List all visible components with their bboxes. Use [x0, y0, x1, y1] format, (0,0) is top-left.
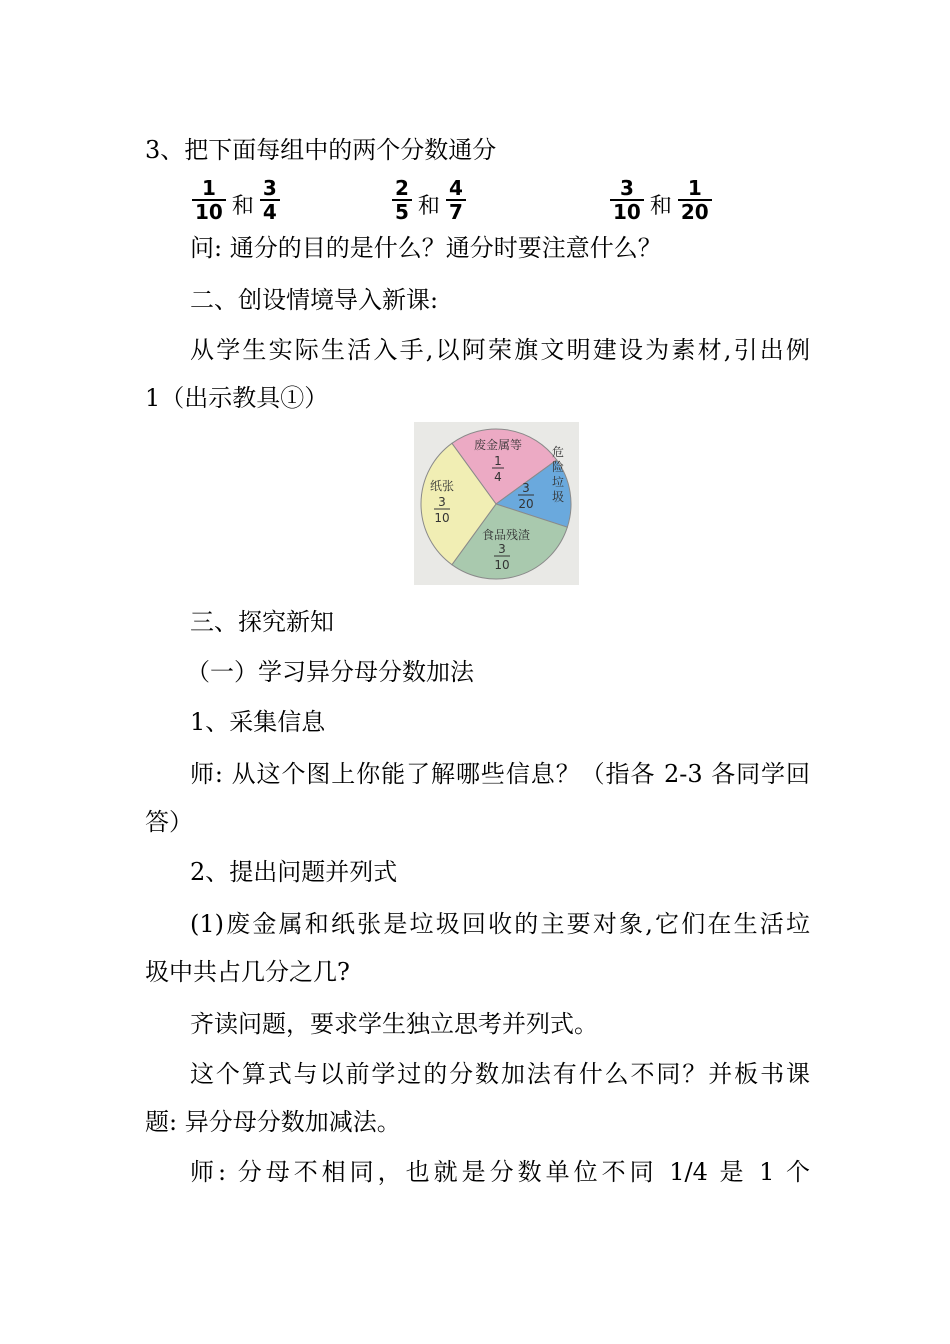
slice-numerator: 3 [438, 495, 446, 509]
question-line: 问: 通分的目的是什么？通分时要注意什么？ [190, 234, 662, 262]
slice-numerator: 3 [498, 542, 506, 556]
fraction-pair-1: $\frac{1}{10}$ 和 $\frac{3}{4}$ [192, 172, 280, 228]
slice-numerator: 1 [494, 454, 502, 468]
subsection-heading: （一）学习异分母分数加法 [186, 658, 474, 686]
comparison-question-cont: 题: 异分母分数加减法。 [145, 1108, 401, 1136]
teacher-question: 师: 从这个图上你能了解哪些信息？（指各 2-3 各同学回 [190, 760, 810, 788]
slice-label: 纸张 [429, 479, 455, 493]
comparison-question: 这个算式与以前学过的分数加法有什么不同？并板书课 [190, 1060, 810, 1088]
fraction-pairs [0, 172, 950, 228]
problem-1: (1)废金属和纸张是垃圾回收的主要对象,它们在生活垃 [190, 910, 810, 938]
step-2-heading: 2、提出问题并列式 [190, 858, 398, 886]
pie-chart-figure [414, 422, 579, 585]
slice-label: 废金属等 [473, 438, 523, 452]
exercise-3-heading: 3、把下面每组中的两个分数通分 [145, 136, 497, 164]
fraction: $\frac{1}{20}$ [678, 177, 712, 223]
pie-chart [414, 422, 579, 585]
fraction: $\frac{4}{7}$ [446, 177, 466, 223]
fraction-pair-3: $\frac{3}{10}$ 和 $\frac{1}{20}$ [610, 172, 712, 228]
fraction-pair-2: $\frac{2}{5}$ 和 $\frac{4}{7}$ [392, 172, 466, 228]
instruction-line: 齐读问题，要求学生独立思考并列式。 [190, 1010, 598, 1038]
fraction: $\frac{3}{4}$ [260, 177, 280, 223]
section-3-heading: 三、探究新知 [190, 608, 334, 636]
fraction: $\frac{2}{5}$ [392, 177, 412, 223]
slice-numerator: 3 [522, 481, 530, 495]
slice-label-char: 险 [551, 460, 565, 474]
slice-label-char: 圾 [551, 490, 565, 504]
teacher-explanation: 师: 分母不相同，也就是分数单位不同 1/4 是 1 个 [190, 1158, 810, 1186]
slice-label-char: 垃 [551, 475, 565, 489]
problem-1-cont: 圾中共占几分之几? [145, 958, 350, 986]
fraction: $\frac{3}{10}$ [610, 177, 644, 223]
slice-denominator: 10 [434, 511, 450, 525]
paragraph-intro-cont: 1（出示教具①） [145, 384, 329, 412]
fraction: $\frac{1}{10}$ [192, 177, 226, 223]
teacher-question-cont: 答） [145, 808, 193, 836]
slice-denominator: 10 [494, 558, 510, 572]
slice-denominator: 4 [494, 470, 502, 484]
slice-label-char: 危 [551, 445, 565, 459]
section-2-heading: 二、创设情境导入新课: [190, 286, 439, 314]
step-1-heading: 1、采集信息 [190, 708, 326, 736]
slice-label: 食品残渣 [481, 528, 531, 542]
slice-denominator: 20 [518, 497, 534, 511]
paragraph-intro: 从学生实际生活入手,以阿荣旗文明建设为素材,引出例 [190, 336, 810, 364]
